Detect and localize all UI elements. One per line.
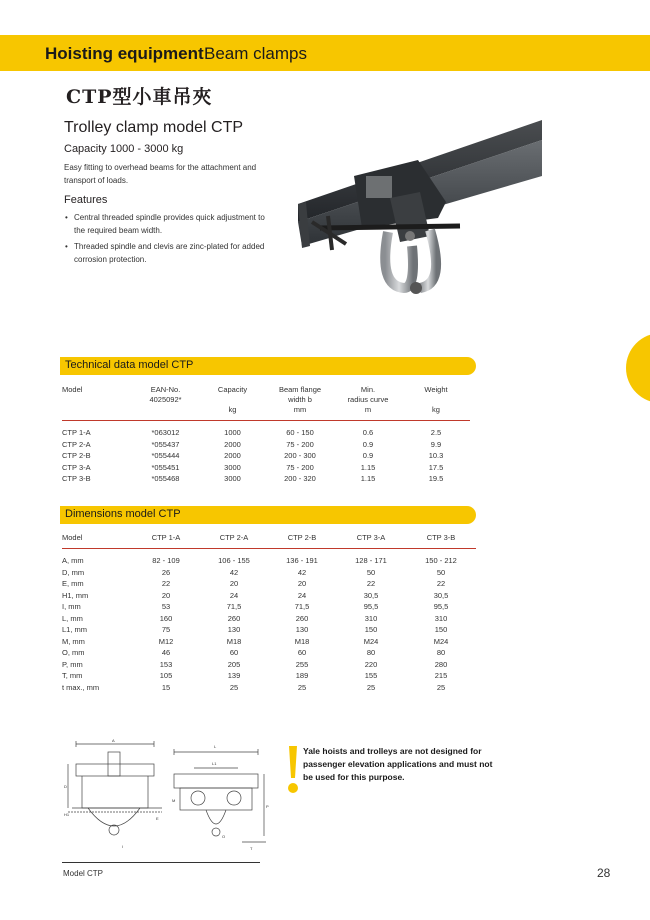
table-cell: 1.15 bbox=[360, 462, 376, 472]
drawing-label: T bbox=[250, 846, 253, 851]
table-cell: 136 - 191 bbox=[286, 556, 318, 565]
table-cell: M12 bbox=[158, 636, 174, 646]
drawing-label: D bbox=[64, 784, 67, 789]
table-cell: 310 bbox=[364, 613, 378, 623]
table-row bbox=[62, 636, 476, 648]
table-cell: 71,5 bbox=[294, 602, 310, 611]
table-cell: 30,5 bbox=[363, 590, 379, 600]
table-row bbox=[62, 439, 470, 451]
table-cell: P, mm bbox=[62, 659, 83, 669]
header-cell: CTP 2-B bbox=[268, 533, 336, 549]
intro-text: Easy fitting to overhead beams for the attachment and transport of loads. bbox=[64, 163, 257, 185]
table-cell: 20 bbox=[297, 579, 307, 588]
technical-drawing bbox=[62, 738, 272, 856]
table-cell: 105 bbox=[159, 671, 173, 680]
header-cell: CTP 1-A bbox=[132, 533, 200, 549]
drawing-label: O bbox=[222, 834, 226, 839]
table-cell: 30,5 bbox=[433, 590, 449, 600]
table-cell: 150 - 212 bbox=[425, 556, 457, 565]
dims-section-title: Dimensions model CTP bbox=[65, 508, 181, 520]
table-cell: 20 bbox=[229, 579, 239, 588]
table-cell: CTP 2-B bbox=[62, 451, 91, 460]
product-title: Trolley clamp model CTP bbox=[64, 119, 244, 136]
table-cell: 155 bbox=[364, 671, 378, 680]
dims-table bbox=[62, 533, 476, 693]
features-heading: Features bbox=[64, 194, 108, 206]
table-cell: 71,5 bbox=[226, 602, 242, 611]
tech-table-body bbox=[62, 421, 470, 485]
features-list bbox=[64, 211, 274, 269]
product-photo bbox=[270, 118, 542, 308]
table-cell: A, mm bbox=[62, 556, 84, 565]
drawing-label: I bbox=[122, 844, 124, 849]
drawing-label: L1 bbox=[212, 761, 217, 766]
table-cell: 20 bbox=[161, 590, 171, 600]
table-cell: 22 bbox=[161, 579, 171, 588]
table-row bbox=[62, 647, 476, 659]
drawing-label: P bbox=[266, 804, 269, 809]
drawing-label: M bbox=[172, 798, 176, 803]
table-cell: 75 - 200 bbox=[286, 462, 314, 472]
section-title: Hoisting equipment bbox=[45, 44, 204, 63]
tech-table bbox=[62, 385, 470, 485]
table-cell: 95,5 bbox=[363, 602, 379, 611]
table-row bbox=[62, 659, 476, 671]
table-cell: 153 bbox=[159, 659, 173, 669]
table-cell: 22 bbox=[436, 579, 446, 588]
page-number: 28 bbox=[597, 866, 611, 880]
exclamation-icon bbox=[286, 746, 300, 794]
table-cell: 82 - 109 bbox=[152, 556, 180, 565]
table-cell: 25 bbox=[366, 682, 376, 692]
table-row bbox=[62, 578, 476, 590]
table-row bbox=[62, 590, 476, 602]
table-cell: 17.5 bbox=[428, 462, 444, 472]
table-header-row bbox=[62, 533, 476, 549]
table-cell: *055451 bbox=[151, 462, 180, 472]
header-cell: EAN-No. 4025092* bbox=[132, 385, 199, 421]
table-cell: 150 bbox=[364, 625, 378, 634]
footer-rule bbox=[62, 862, 260, 863]
table-cell: 24 bbox=[297, 590, 307, 600]
table-cell: 205 bbox=[227, 659, 241, 669]
table-row bbox=[62, 624, 476, 636]
table-cell: *055444 bbox=[151, 451, 180, 460]
header-cell: CTP 3-B bbox=[406, 533, 476, 549]
table-cell: T, mm bbox=[62, 671, 83, 680]
table-cell: 220 bbox=[364, 659, 378, 669]
table-cell: 25 bbox=[436, 682, 446, 692]
table-cell: 215 bbox=[434, 671, 448, 680]
table-cell: 25 bbox=[297, 682, 307, 692]
dims-table-body bbox=[62, 549, 476, 694]
table-cell: 53 bbox=[161, 602, 171, 611]
table-cell: L, mm bbox=[62, 613, 83, 623]
table-cell: 260 bbox=[227, 613, 241, 623]
table-cell: 255 bbox=[295, 659, 309, 669]
table-row bbox=[62, 473, 470, 485]
header-cell: CTP 3-A bbox=[336, 533, 406, 549]
table-cell: M18 bbox=[294, 636, 310, 646]
table-cell: 128 - 171 bbox=[355, 556, 387, 565]
table-cell: 106 - 155 bbox=[218, 556, 250, 565]
table-cell: *055468 bbox=[151, 474, 180, 483]
table-cell: 2000 bbox=[224, 451, 241, 460]
table-cell: 60 - 150 bbox=[286, 428, 314, 437]
drawing-caption: Model CTP bbox=[63, 869, 104, 878]
warning-text: Yale hoists and trolleys are not designed for passenger elevation applications and must not be used for this purpose. bbox=[303, 746, 493, 782]
table-header-row bbox=[62, 385, 470, 421]
table-row bbox=[62, 613, 476, 625]
table-cell: 0.6 bbox=[362, 428, 374, 437]
table-cell: O, mm bbox=[62, 648, 85, 657]
header-cell: Min. radius curve m bbox=[334, 385, 402, 421]
table-cell: 10.3 bbox=[428, 451, 444, 460]
drawing-label: E bbox=[156, 816, 159, 821]
table-cell: 3000 bbox=[224, 474, 241, 483]
table-row bbox=[62, 567, 476, 579]
table-cell: 0.9 bbox=[362, 451, 374, 460]
table-row bbox=[62, 421, 470, 439]
table-cell: 46 bbox=[161, 648, 171, 657]
header-cell: Weight kg bbox=[402, 385, 470, 421]
table-cell: 15 bbox=[161, 682, 171, 692]
drawing-label: A bbox=[112, 738, 115, 743]
table-cell: 60 bbox=[229, 648, 239, 657]
table-cell: M24 bbox=[433, 636, 449, 646]
table-cell: 130 bbox=[295, 625, 309, 634]
section-subtitle: Beam clamps bbox=[204, 44, 307, 63]
table-cell: 50 bbox=[436, 567, 446, 577]
table-cell: 130 bbox=[227, 625, 241, 634]
table-cell: CTP 2-A bbox=[62, 439, 91, 449]
table-cell: 75 bbox=[161, 625, 171, 634]
table-cell: 2.5 bbox=[430, 428, 442, 437]
table-cell: 80 bbox=[436, 648, 446, 657]
table-cell: 25 bbox=[229, 682, 239, 692]
table-cell: 19.5 bbox=[428, 474, 444, 483]
table-row bbox=[62, 601, 476, 613]
table-cell: 1.15 bbox=[360, 474, 376, 483]
table-cell: CTP 3-A bbox=[62, 462, 91, 472]
header-cell: Model bbox=[62, 533, 132, 549]
table-cell: 95,5 bbox=[433, 602, 449, 611]
chinese-title: CTP型小車吊夾 bbox=[66, 86, 213, 108]
table-cell: 42 bbox=[229, 567, 239, 577]
table-cell: 42 bbox=[297, 567, 307, 577]
header-cell: Beam flange width b mm bbox=[266, 385, 334, 421]
table-cell: 9.9 bbox=[430, 439, 442, 449]
table-cell: *055437 bbox=[151, 439, 180, 449]
table-cell: 160 bbox=[159, 613, 173, 623]
table-cell: M18 bbox=[226, 636, 242, 646]
table-cell: 200 - 300 bbox=[284, 451, 316, 460]
feature-item: • Threaded spindle and clevis are zinc-plated for added corrosion protection. bbox=[64, 240, 274, 266]
tech-section-title: Technical data model CTP bbox=[65, 359, 194, 371]
table-row bbox=[62, 682, 476, 694]
table-cell: 2000 bbox=[224, 439, 241, 449]
table-cell: 139 bbox=[227, 671, 241, 680]
table-cell: L1, mm bbox=[62, 625, 88, 634]
capacity-line: Capacity 1000 - 3000 kg bbox=[64, 143, 184, 155]
header-cell: CTP 2-A bbox=[200, 533, 268, 549]
drawing-label: H1 bbox=[64, 812, 70, 817]
table-row bbox=[62, 450, 470, 462]
page-tab bbox=[626, 333, 650, 403]
table-cell: I, mm bbox=[62, 602, 81, 611]
table-cell: M24 bbox=[363, 636, 379, 646]
table-cell: D, mm bbox=[62, 567, 85, 577]
table-row bbox=[62, 462, 470, 474]
table-cell: 24 bbox=[229, 590, 239, 600]
table-cell: 26 bbox=[161, 567, 171, 577]
table-cell: 189 bbox=[295, 671, 309, 680]
table-cell: 260 bbox=[295, 613, 309, 623]
table-cell: 310 bbox=[434, 613, 448, 623]
table-cell: H1, mm bbox=[62, 590, 89, 600]
feature-item: • Central threaded spindle provides quick adjustment to the required beam width. bbox=[64, 211, 274, 237]
table-cell: *063012 bbox=[151, 428, 180, 437]
table-cell: 22 bbox=[366, 579, 376, 588]
table-cell: CTP 3-B bbox=[62, 474, 91, 483]
table-cell: E, mm bbox=[62, 579, 84, 588]
table-cell: 50 bbox=[366, 567, 376, 577]
table-cell: M, mm bbox=[62, 636, 85, 646]
table-row bbox=[62, 670, 476, 682]
table-cell: 0.9 bbox=[362, 439, 374, 449]
table-cell: 150 bbox=[434, 625, 448, 634]
table-row bbox=[62, 549, 476, 567]
header-cell: Capacity kg bbox=[199, 385, 266, 421]
table-cell: 80 bbox=[366, 648, 376, 657]
header-cell: Model bbox=[62, 385, 132, 421]
table-cell: 60 bbox=[297, 648, 307, 657]
table-cell: CTP 1-A bbox=[62, 428, 91, 437]
drawing-label: L bbox=[214, 744, 217, 749]
table-cell: 75 - 200 bbox=[286, 439, 314, 449]
table-cell: 280 bbox=[434, 659, 448, 669]
table-cell: 200 - 320 bbox=[284, 474, 316, 483]
table-cell: 3000 bbox=[224, 462, 241, 472]
table-cell: 1000 bbox=[224, 428, 241, 437]
table-cell: t max., mm bbox=[62, 682, 100, 692]
